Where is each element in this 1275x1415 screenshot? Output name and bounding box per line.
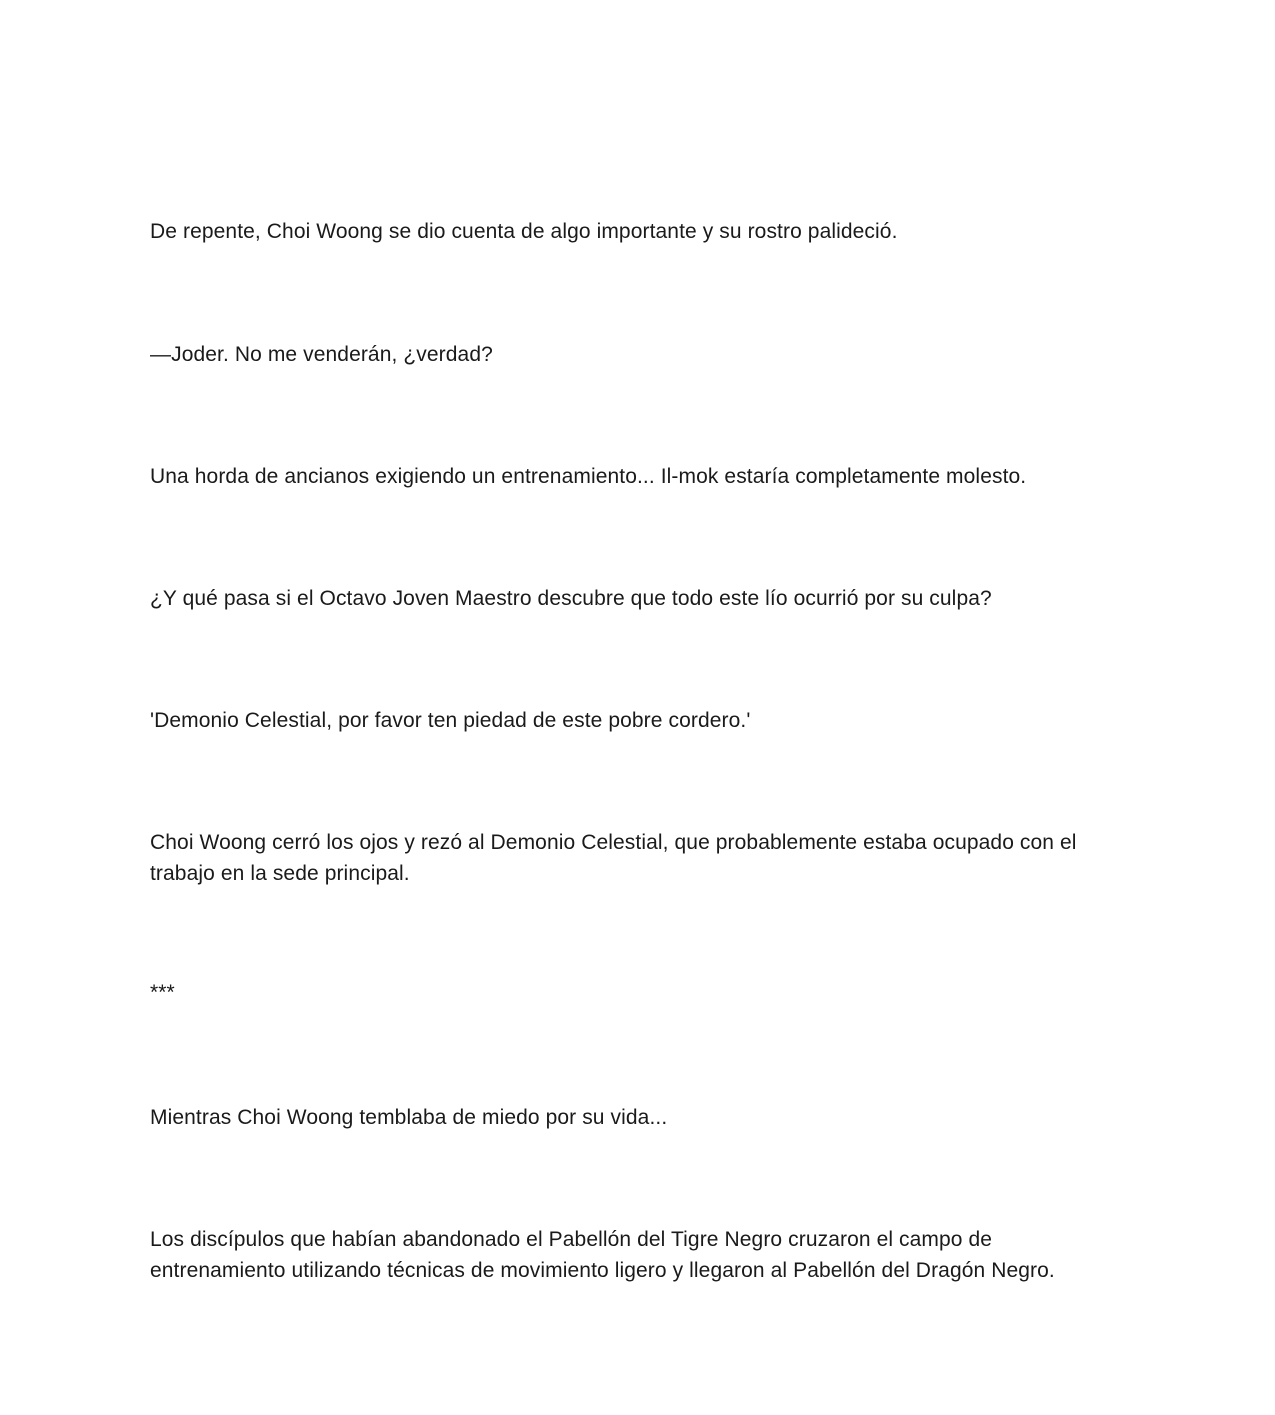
paragraph-realization: De repente, Choi Woong se dio cuenta de algo importante y su rostro palideció. [150, 220, 898, 243]
paragraph-trembling: Mientras Choi Woong temblaba de miedo por su vida... [150, 1106, 668, 1129]
scene-break: *** [150, 981, 175, 1004]
paragraph-elders: Una horda de ancianos exigiendo un entrenamiento... Il-mok estaría completamente molesto. [150, 465, 1027, 488]
paragraph-prayer-quote: 'Demonio Celestial, por favor ten piedad de este pobre cordero.' [150, 709, 751, 732]
paragraph-prayer: Choi Woong cerró los ojos y rezó al Demonio Celestial, que probablemente estaba ocupado con el trabajo en la sede principal. [150, 831, 1077, 885]
paragraph-question: ¿Y qué pasa si el Octavo Joven Maestro descubre que todo este lío ocurrió por su culpa? [150, 587, 992, 610]
paragraph-dialogue: —Joder. No me venderán, ¿verdad? [150, 343, 493, 366]
paragraph-disciples: Los discípulos que habían abandonado el Pabellón del Tigre Negro cruzaron el campo de entrenamiento utilizando técnicas de movimiento ligero y llegaron al Pabellón del Dragón Negro. [150, 1228, 1055, 1282]
